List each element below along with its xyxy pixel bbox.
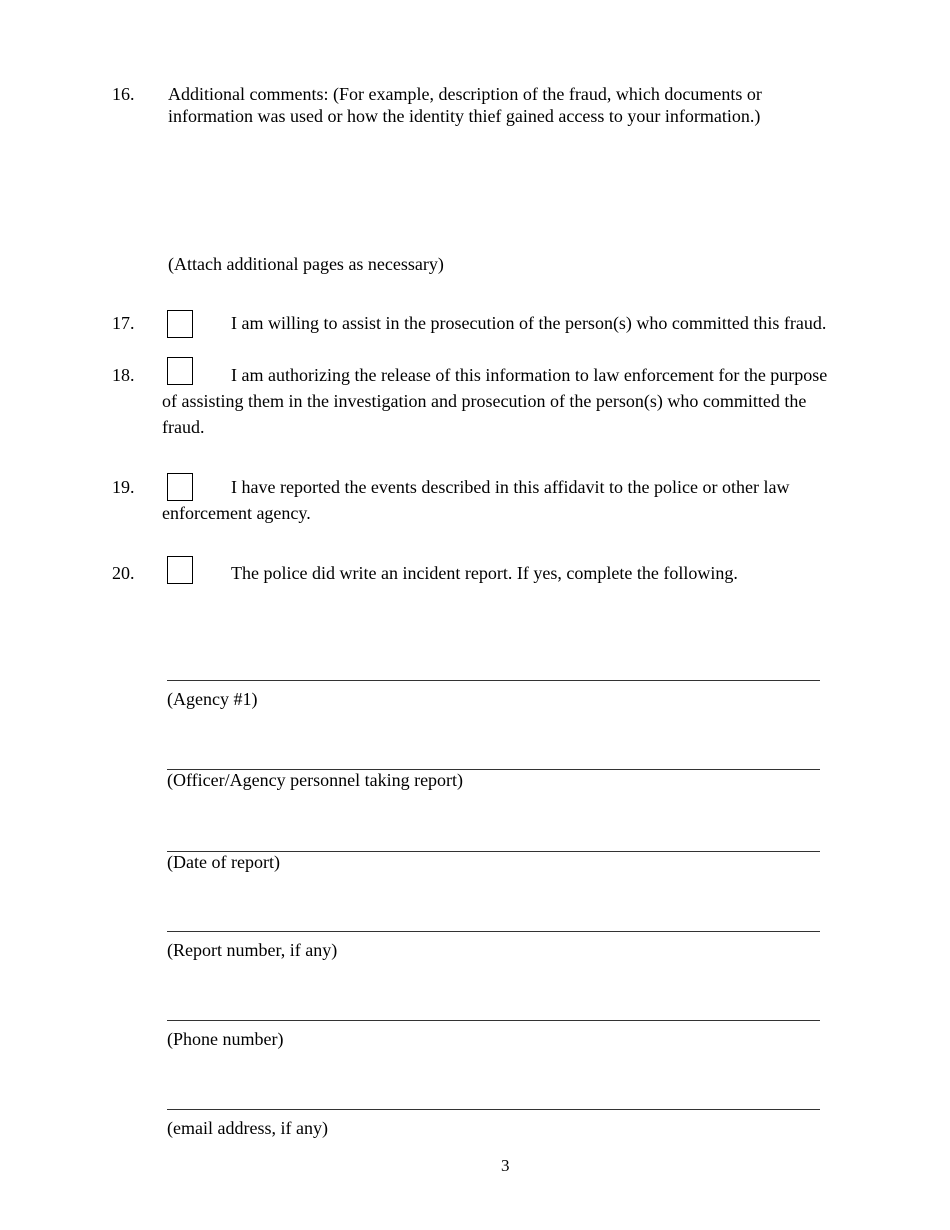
item-19-text-line2: enforcement agency. bbox=[162, 503, 311, 523]
item-17-text: I am willing to assist in the prosecution of the person(s) who committed this fraud. bbox=[231, 313, 827, 333]
item-19-number: 19. bbox=[112, 477, 135, 497]
item-18-text-line3: fraud. bbox=[162, 417, 205, 437]
item-20-text: The police did write an incident report. If yes, complete the following. bbox=[231, 563, 738, 583]
date-field-label: (Date of report) bbox=[167, 852, 280, 872]
item-18-text-line1: I am authorizing the release of this information to law enforcement for the purpose bbox=[231, 365, 828, 385]
item-16-text-line2: information was used or how the identity thief gained access to your information.) bbox=[168, 106, 761, 126]
item-18-text-line2: of assisting them in the investigation and prosecution of the person(s) who committed the bbox=[162, 391, 807, 411]
email-field-line[interactable] bbox=[167, 1109, 820, 1110]
agency-field-line[interactable] bbox=[167, 680, 820, 681]
item-20-checkbox[interactable] bbox=[167, 556, 193, 584]
phone-field-label: (Phone number) bbox=[167, 1029, 284, 1049]
email-field-label: (email address, if any) bbox=[167, 1118, 328, 1138]
item-18-checkbox[interactable] bbox=[167, 357, 193, 385]
officer-field-label: (Officer/Agency personnel taking report) bbox=[167, 770, 464, 790]
phone-field-line[interactable] bbox=[167, 1020, 820, 1021]
item-18-number: 18. bbox=[112, 365, 135, 385]
item-16-number: 16. bbox=[112, 84, 135, 104]
report-number-field-line[interactable] bbox=[167, 931, 820, 932]
report-number-field-label: (Report number, if any) bbox=[167, 940, 338, 960]
item-20-number: 20. bbox=[112, 563, 135, 583]
item-16-text-line1: Additional comments: (For example, description of the fraud, which documents or bbox=[168, 84, 762, 104]
item-19-checkbox[interactable] bbox=[167, 473, 193, 501]
agency-field-label: (Agency #1) bbox=[167, 689, 258, 709]
page-number: 3 bbox=[501, 1156, 510, 1175]
attach-pages-note: (Attach additional pages as necessary) bbox=[168, 254, 444, 274]
item-17-number: 17. bbox=[112, 313, 135, 333]
item-17-checkbox[interactable] bbox=[167, 310, 193, 338]
item-19-text-line1: I have reported the events described in this affidavit to the police or other law bbox=[231, 477, 790, 497]
